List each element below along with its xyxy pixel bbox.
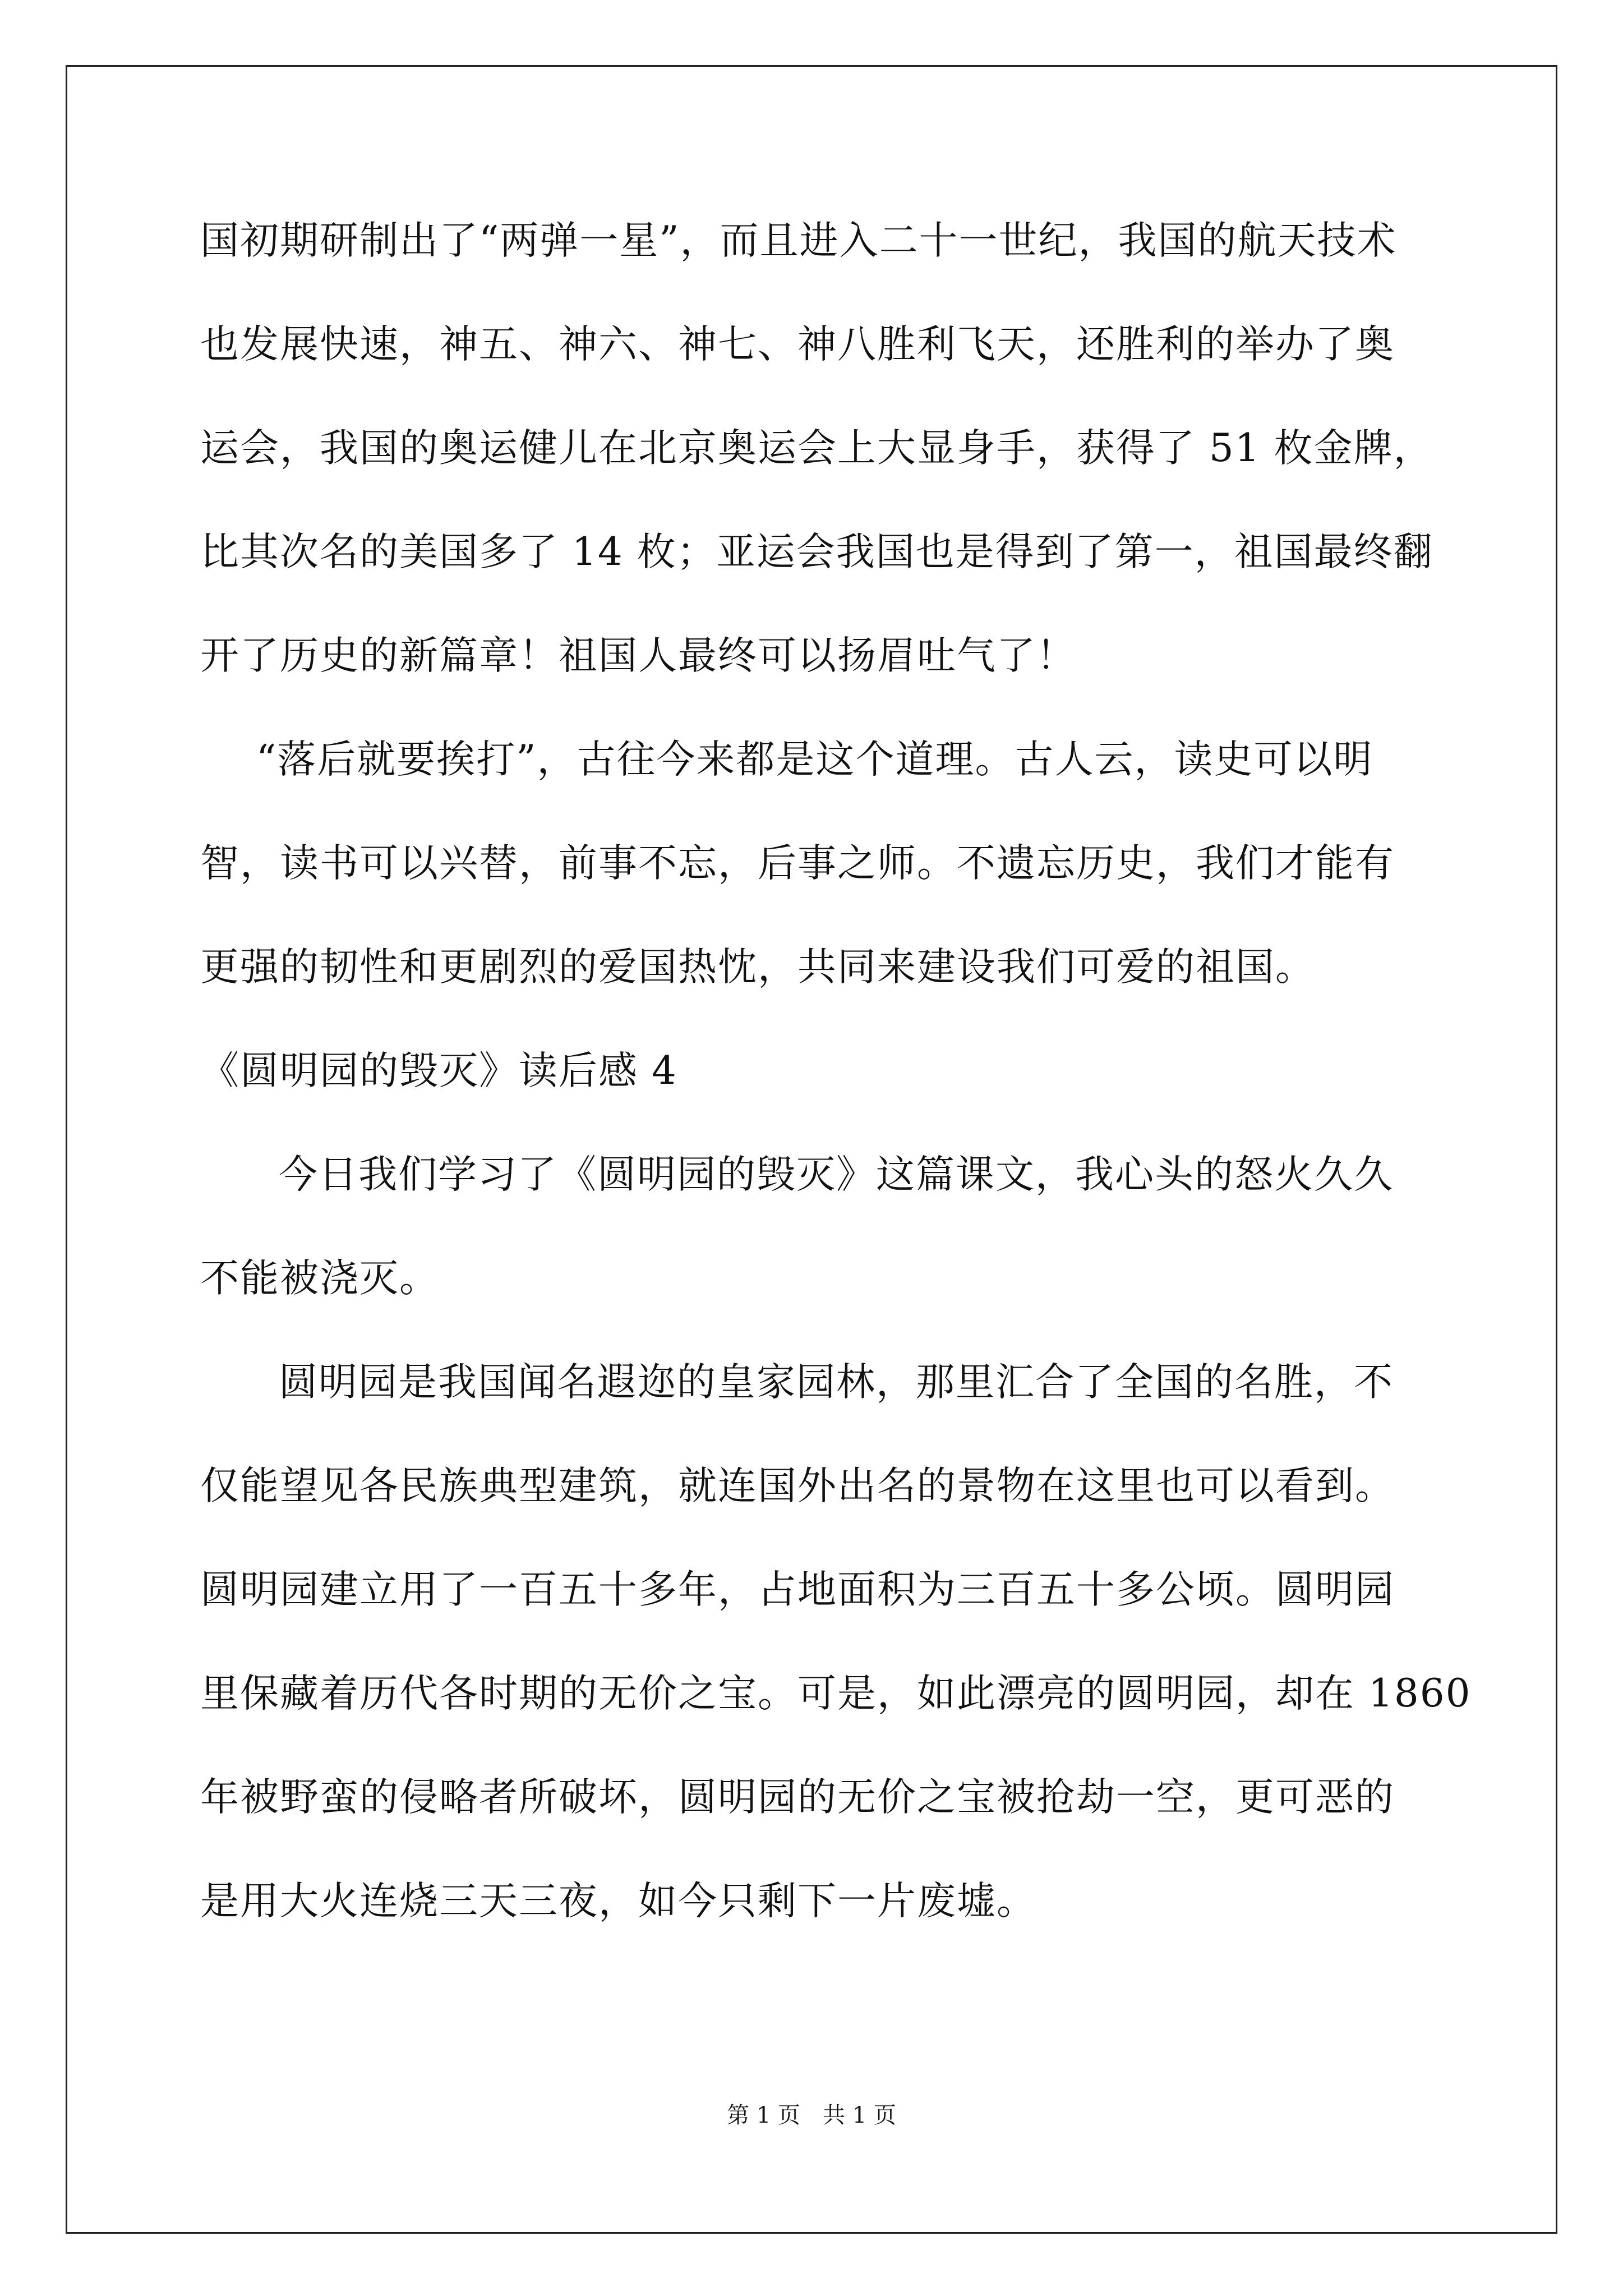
text-line: 里保藏着历代各时期的无价之宝。可是，如此漂亮的圆明园，却在 1860 [200, 1671, 1472, 1716]
text-line: 圆明园是我国闻名遐迩的皇家园林，那里汇合了全国的名胜，不 [279, 1360, 1394, 1405]
text-line: “落后就要挨打”，古往今来都是这个道理。古人云，读史可以明 [256, 737, 1373, 782]
text-line: 开了历史的新篇章！祖国人最终可以扬眉吐气了！ [200, 633, 1076, 678]
text-line: 不能被浇灭。 [200, 1256, 439, 1301]
document-body [200, 218, 1472, 1986]
text-line: 比其次名的美国多了 14 枚；亚运会我国也是得到了第一，祖国最终翻 [200, 530, 1433, 574]
page-number-footer: 第 1 页 共 1 页 [727, 2102, 896, 2128]
text-line: 今日我们学习了《圆明园的毁灭》这篇课文，我心头的怒火久久 [279, 1152, 1394, 1197]
text-line: 圆明园建立用了一百五十多年，占地面积为三百五十多公顷。圆明园 [200, 1567, 1395, 1612]
text-line: 智，读书可以兴替，前事不忘，后事之师。不遗忘历史，我们才能有 [200, 841, 1395, 886]
text-line: 年被野蛮的侵略者所破坏，圆明园的无价之宝被抢劫一空，更可恶的 [200, 1775, 1395, 1820]
text-line: 更强的韧性和更剧烈的爱国热忱，共同来建设我们可爱的祖国。 [200, 945, 1315, 990]
text-line: 仅能望见各民族典型建筑，就连国外出名的景物在这里也可以看到。 [200, 1464, 1395, 1508]
text-line: 也发展快速，神五、神六、神七、神八胜利飞天，还胜利的举办了奥 [200, 322, 1395, 367]
text-line: 运会，我国的奥运健儿在北京奥运会上大显身手，获得了 51 枚金牌， [200, 426, 1433, 471]
text-line: 国初期研制出了“两弹一星”，而且进入二十一世纪，我国的航天技术 [200, 218, 1397, 263]
section-heading: 《圆明园的毁灭》读后感 4 [200, 1048, 677, 1093]
text-line: 是用大火连烧三天三夜，如今只剩下一片废墟。 [200, 1879, 1036, 1924]
